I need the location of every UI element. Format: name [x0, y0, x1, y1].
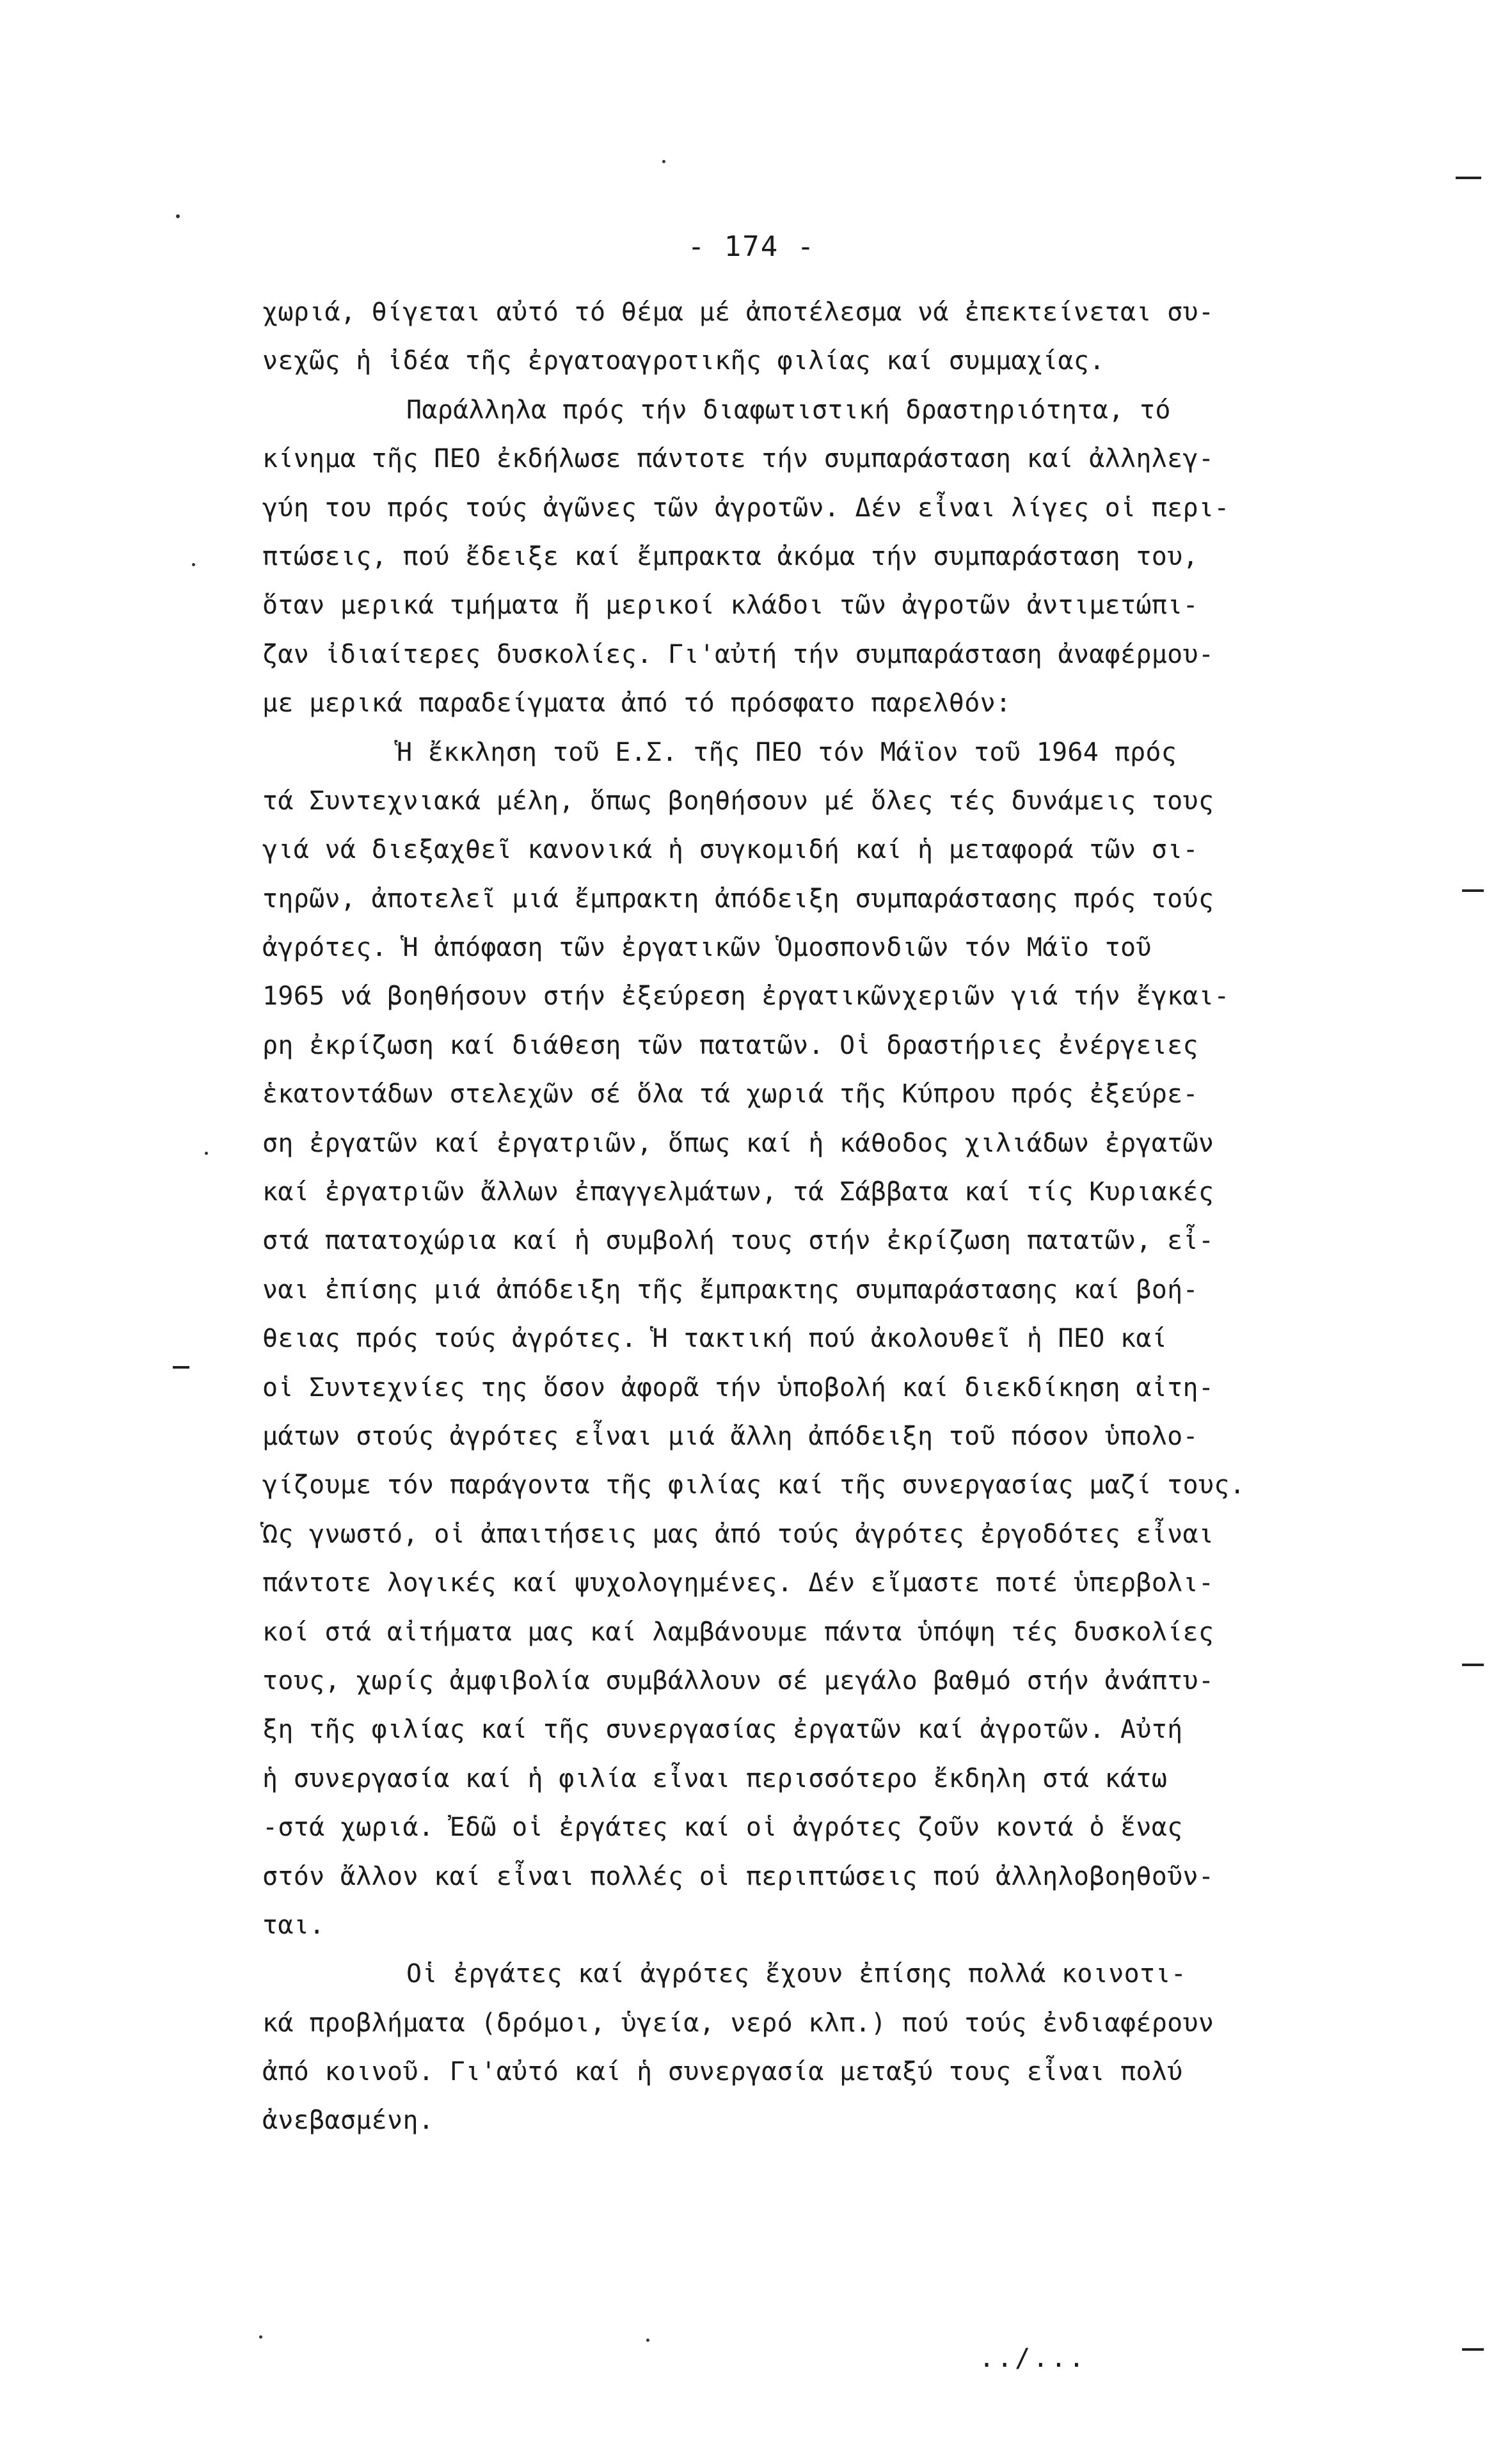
- text-line: 1965 νά βοηθήσουν στήν ἐξεύρεση ἐργατικῶνχεριῶν γιά τήν ἔγκαι-: [262, 982, 1230, 1012]
- text-line: ὅταν μερικά τμήματα ἤ μερικοί κλάδοι τῶν ἀγροτῶν ἀντιμετώπι-: [262, 591, 1198, 621]
- text-line: χωριά, θίγεται αὐτό τό θέμα μέ ἀποτέλεσμα νά ἐπεκτείνεται συ-: [262, 298, 1214, 327]
- margin-dash: [1462, 2348, 1484, 2351]
- text-line: γίζουμε τόν παράγοντα τῆς φιλίας καί τῆς συνεργασίας μαζί τους.: [262, 1470, 1246, 1500]
- paragraph-start: Ἡ ἔκκληση τοῦ Ε.Σ. τῆς ΠΕΟ τόν Μάϊον τοῦ 1964 πρός: [397, 737, 1177, 767]
- scan-speck: [192, 563, 195, 566]
- text-line: θειας πρός τούς ἀγρότες. Ἡ τακτική πού ἀκολουθεῖ ἡ ΠΕΟ καί: [262, 1324, 1168, 1354]
- text-line: ζαν ἰδιαίτερες δυσκολίες. Γι'αὐτή τήν συμπαράσταση ἀναφέρμου-: [262, 639, 1214, 669]
- text-line: -στά χωριά. Ἐδῶ οἱ ἐργάτες καί οἱ ἀγρότες ζοῦν κοντά ὁ ἕνας: [262, 1813, 1183, 1843]
- text-line: νεχῶς ἡ ἰδέα τῆς ἐργατοαγροτικῆς φιλίας καί συμμαχίας.: [262, 346, 1105, 376]
- text-line: ἀπό κοινοῦ. Γι'αὐτό καί ἡ συνεργασία μεταξύ τους εἶναι πολύ: [262, 2057, 1183, 2087]
- text-line: τά Συντεχνιακά μέλη, ὅπως βοηθήσουν μέ ὅλες τές δυνάμεις τους: [262, 786, 1214, 816]
- text-line: γιά νά διεξαχθεῖ κανονικά ἡ συγκομιδή καί ἡ μεταφορά τῶν σι-: [262, 835, 1198, 865]
- scan-speck: [176, 214, 180, 218]
- margin-dash: [173, 1366, 189, 1369]
- paragraph-start: Παράλληλα πρός τήν διαφωτιστική δραστηριότητα, τό: [406, 395, 1171, 425]
- text-line: κίνημα τῆς ΠΕΟ ἐκδήλωσε πάντοτε τήν συμπαράσταση καί ἀλληλεγ-: [262, 444, 1214, 474]
- text-line: ναι ἐπίσης μιά ἀπόδειξη τῆς ἔμπρακτης συμπαράστασης καί βοή-: [262, 1275, 1198, 1305]
- margin-dash: [1456, 177, 1481, 179]
- text-line: ἑκατοντάδων στελεχῶν σέ ὅλα τά χωριά τῆς Κύπρου πρός ἐξεύρε-: [262, 1079, 1198, 1109]
- text-line: μάτων στούς ἀγρότες εἶναι μιά ἄλλη ἀπόδειξη τοῦ πόσον ὑπολο-: [262, 1421, 1198, 1451]
- text-line: ται.: [262, 1910, 325, 1940]
- continuation-mark: ../...: [979, 2344, 1087, 2373]
- text-line: στόν ἄλλον καί εἶναι πολλές οἱ περιπτώσεις πού ἀλληλοβοηθοῦν-: [262, 1861, 1214, 1891]
- text-line: ἀγρότες. Ἡ ἀπόφαση τῶν ἐργατικῶν Ὁμοσπονδιῶν τόν Μάϊο τοῦ: [262, 933, 1152, 963]
- body-text: [262, 288, 1350, 2145]
- scan-speck: [646, 2339, 649, 2342]
- text-line: ρη ἐκρίζωση καί διάθεση τῶν πατατῶν. Οἱ δραστήριες ἐνέργειες: [262, 1030, 1198, 1060]
- text-line: κά προβλήματα (δρόμοι, ὑγεία, νερό κλπ.) πού τούς ἐνδιαφέρουν: [262, 2008, 1214, 2038]
- text-line: κοί στά αἰτήματα μας καί λαμβάνουμε πάντα ὑπόψη τές δυσκολίες: [262, 1617, 1214, 1647]
- text-line: με μερικά παραδείγματα ἀπό τό πρόσφατο παρελθόν:: [262, 688, 1012, 719]
- text-line: ἀνεβασμένη.: [262, 2106, 434, 2136]
- text-line: τους, χωρίς ἀμφιβολία συμβάλλουν σέ μεγάλο βαθμό στήν ἀνάπτυ-: [262, 1665, 1214, 1696]
- text-line: οἱ Συντεχνίες της ὅσον ἀφορᾶ τήν ὑποβολή καί διεκδίκηση αἰτη-: [262, 1372, 1214, 1403]
- text-line: καί ἐργατριῶν ἄλλων ἐπαγγελμάτων, τά Σάββατα καί τίς Κυριακές: [262, 1177, 1214, 1207]
- page-number: - 174 -: [687, 230, 816, 263]
- text-line: ση ἐργατῶν καί ἐργατριῶν, ὅπως καί ἡ κάθοδος χιλιάδων ἐργατῶν: [262, 1128, 1214, 1158]
- text-line: ξη τῆς φιλίας καί τῆς συνεργασίας ἐργατῶν καί ἀγροτῶν. Αὐτή: [262, 1715, 1183, 1745]
- text-line: Ὡς γνωστό, οἱ ἀπαιτήσεις μας ἀπό τούς ἀγρότες ἐργοδότες εἶναι: [262, 1519, 1214, 1549]
- text-line: πάντοτε λογικές καί ψυχολογημένες. Δέν εἴμαστε ποτέ ὑπερβολι-: [262, 1568, 1214, 1598]
- text-line: γύη του πρός τούς ἀγῶνες τῶν ἀγροτῶν. Δέν εἶναι λίγες οἱ περι-: [262, 493, 1230, 523]
- text-line: ἡ συνεργασία καί ἡ φιλία εἶναι περισσότερο ἔκδηλη στά κάτω: [262, 1763, 1168, 1793]
- scan-speck: [662, 160, 665, 163]
- scan-speck: [259, 2335, 262, 2339]
- margin-dash: [1462, 1664, 1484, 1666]
- paragraph-start: Οἱ ἐργάτες καί ἀγρότες ἔχουν ἐπίσης πολλά κοινοτι-: [406, 1959, 1187, 1989]
- text-line: πτώσεις, πού ἔδειξε καί ἔμπρακτα ἀκόμα τήν συμπαράσταση του,: [262, 541, 1198, 571]
- text-line: τηρῶν, ἀποτελεῖ μιά ἔμπρακτη ἀπόδειξη συμπαράστασης πρός τούς: [262, 884, 1214, 914]
- margin-dash: [1462, 889, 1484, 892]
- text-line: στά πατατοχώρια καί ἡ συμβολή τους στήν ἐκρίζωση πατατῶν, εἶ-: [262, 1226, 1214, 1256]
- scan-speck: [205, 1152, 208, 1155]
